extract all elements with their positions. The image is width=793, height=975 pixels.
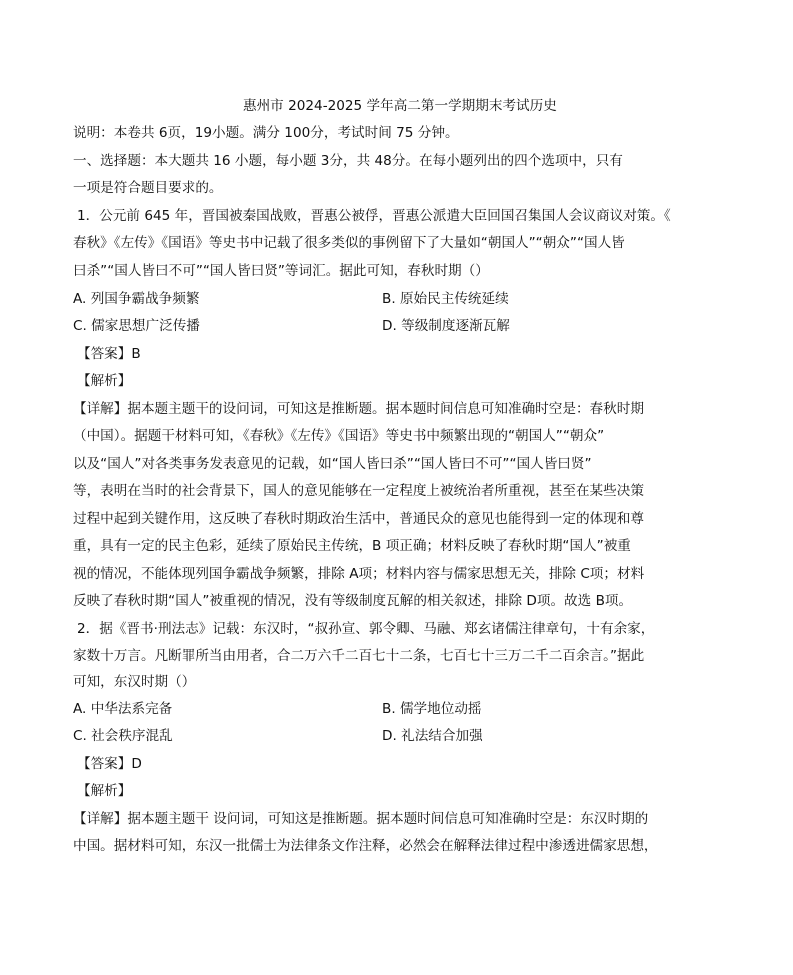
question-1-stem-line-2: 春秋》《左传》《国语》等史书中记载了很多类似的事例留下了大量如“朝国人”“朝众”“国人皆 bbox=[73, 235, 625, 251]
question-2-stem-line-1: 2．据《晋书·刑法志》记载：东汉时，“叔孙宣、郭令卿、马融、郑玄诸儒注律章句，十有余家， bbox=[77, 621, 655, 637]
question-1-detail-line-5: 过程中起到关键作用，这反映了春秋时期政治生活中，普通民众的意见也能得到一定的体现和尊 bbox=[73, 511, 644, 527]
question-2-stem-line-2: 家数十万言。凡断罪所当由用者，合二万六千二百七十二条，七百七十三万二千二百余言。”据此 bbox=[73, 648, 645, 664]
question-1-detail-line-4: 等，表明在当时的社会背景下，国人的意见能够在一定程度上被统治者所重视，甚至在某些决策 bbox=[73, 483, 644, 499]
question-2-option-a: A. 中华法系完备 bbox=[73, 701, 173, 717]
question-2-detail-line-2: 中国。据材料可知，东汉一批儒士为法律条文作注释，必然会在解释法律过程中渗透进儒家思想， bbox=[73, 838, 658, 854]
question-1-detail-line-3: 以及“国人”对各类事务发表意见的记载，如“国人皆曰杀”“国人皆曰不可”“国人皆曰贤” bbox=[73, 456, 592, 472]
section-heading-line-2: 一项是符合题目要求的。 bbox=[73, 180, 223, 196]
question-2-answer: 【答案】D bbox=[77, 756, 142, 772]
question-2-detail-line-1: 【详解】据本题主题干 设问词，可知这是推断题。据本题时间信息可知准确时空是：东汉时期的 bbox=[73, 811, 649, 827]
question-1-option-a: A. 列国争霸战争频繁 bbox=[73, 291, 200, 307]
question-1-option-c: C. 儒家思想广泛传播 bbox=[73, 318, 200, 334]
question-2-stem-line-3: 可知，东汉时期（） bbox=[73, 674, 196, 690]
question-1-stem-line-1: 1．公元前 645 年，晋国被秦国战败，晋惠公被俘，晋惠公派遣大臣回国召集国人会议商议对策。《 bbox=[77, 208, 671, 224]
question-1-option-b: B. 原始民主传统延续 bbox=[382, 291, 509, 307]
question-1-detail-line-7: 视的情况，不能体现列国争霸战争频繁，排除 A项；材料内容与儒家思想无关，排除 C项；材料 bbox=[73, 566, 645, 582]
question-1-answer: 【答案】B bbox=[77, 346, 141, 362]
question-1-analysis-label: 【解析】 bbox=[77, 373, 132, 389]
question-2-option-c: C. 社会秩序混乱 bbox=[73, 728, 173, 744]
question-1-detail-line-6: 重，具有一定的民主色彩，延续了原始民主传统，B 项正确；材料反映了春秋时期“国人”被重 bbox=[73, 538, 631, 554]
page-title: 惠州市 2024-2025 学年高二第一学期期末考试历史 bbox=[243, 98, 557, 114]
question-2-option-d: D. 礼法结合加强 bbox=[382, 728, 483, 744]
question-2-analysis-label: 【解析】 bbox=[77, 783, 132, 799]
question-1-option-d: D. 等级制度逐渐瓦解 bbox=[382, 318, 510, 334]
section-heading-line-1: 一、选择题：本大题共 16 小题，每小题 3分，共 48分。在每小题列出的四个选项中，只有 bbox=[73, 153, 623, 169]
question-1-detail-line-1: 【详解】据本题主题干的设问词，可知这是推断题。据本题时间信息可知准确时空是：春秋时期 bbox=[73, 401, 644, 417]
question-1-detail-line-2: （中国）。据题干材料可知，《春秋》《左传》《国语》等史书中频繁出现的“朝国人”“朝众” bbox=[73, 428, 605, 444]
question-1-stem-line-3: 曰杀”“国人皆曰不可”“国人皆曰贤”等词汇。据此可知，春秋时期（） bbox=[73, 263, 489, 279]
question-2-option-b: B. 儒学地位动摇 bbox=[382, 701, 482, 717]
exam-instructions: 说明：本卷共 6页，19小题。满分 100分，考试时间 75 分钟。 bbox=[73, 125, 459, 141]
question-1-detail-line-8: 反映了春秋时期“国人”被重视的情况，没有等级制度瓦解的相关叙述，排除 D项。故选 B项。 bbox=[73, 593, 633, 609]
